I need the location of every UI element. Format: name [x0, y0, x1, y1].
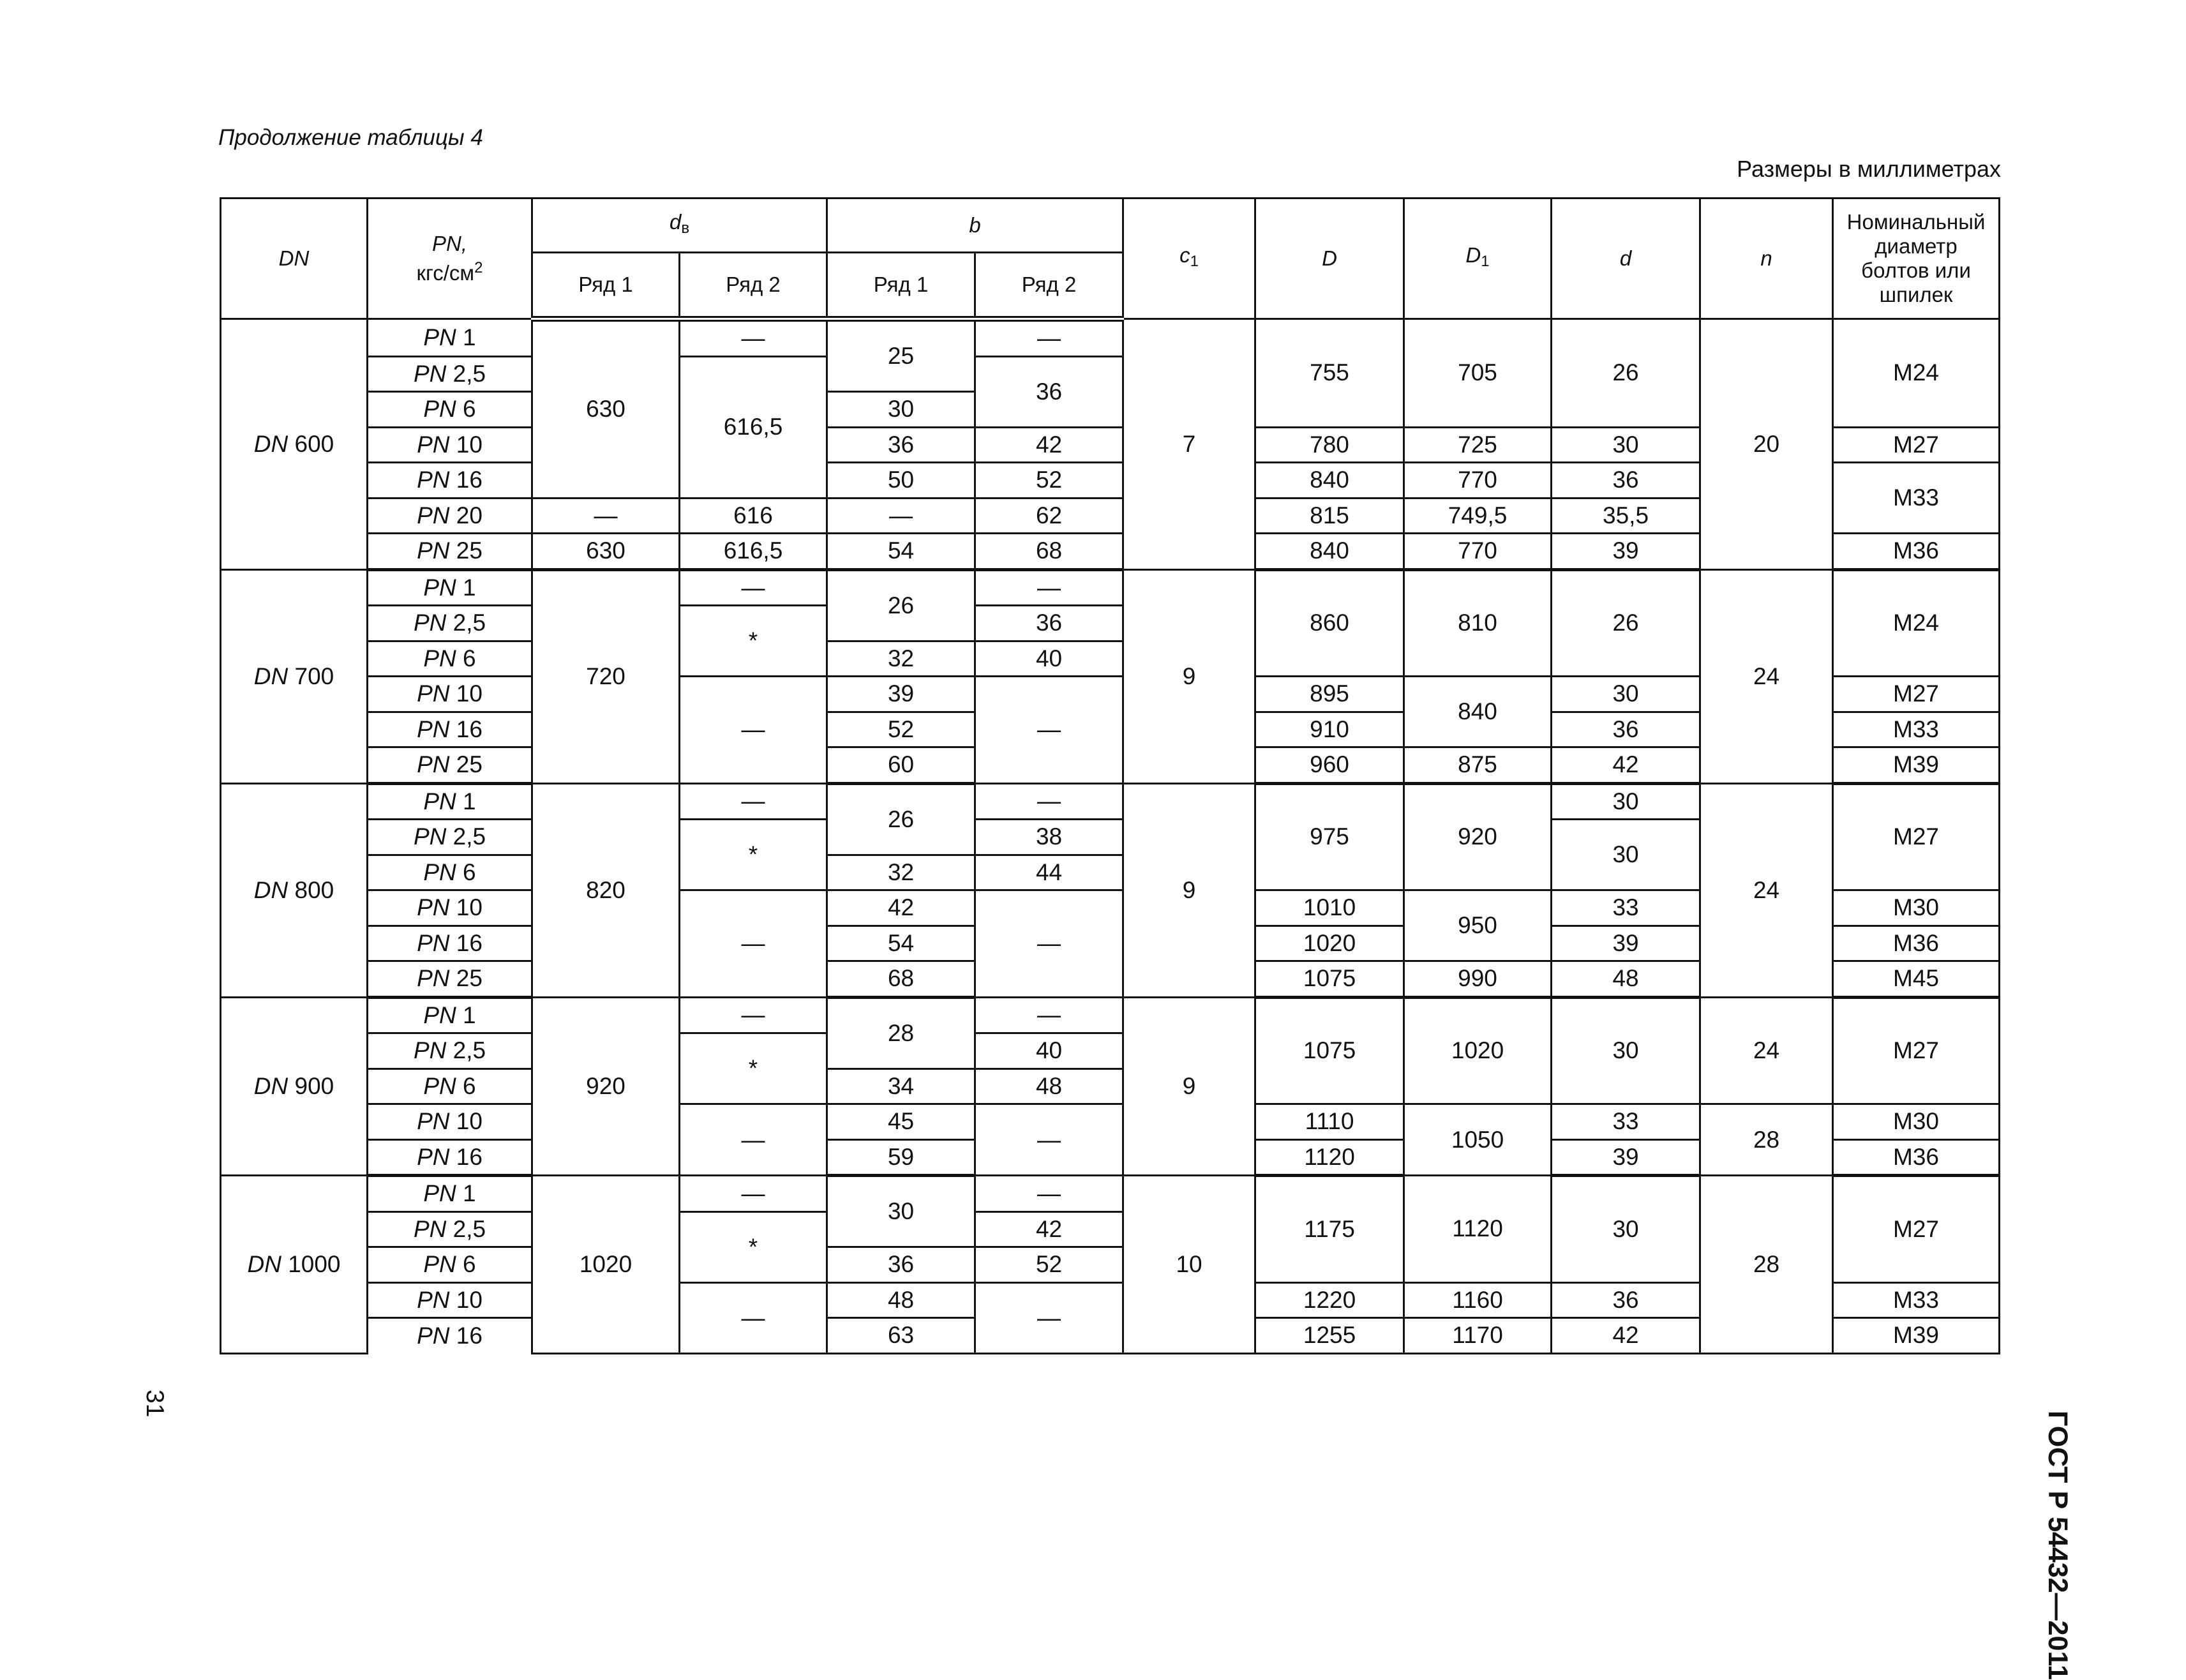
b-row1-cell: 50 — [827, 463, 975, 499]
table-continuation-caption: Продолжение таблицы 4 — [218, 125, 483, 150]
D1-cell: 1170 — [1404, 1318, 1552, 1354]
c1-cell: 9 — [1123, 569, 1255, 783]
D-cell: 895 — [1255, 677, 1404, 712]
d-cell: 30 — [1552, 997, 1700, 1104]
dv-row2-cell: — — [680, 1176, 827, 1212]
c1-cell: 9 — [1123, 997, 1255, 1176]
b-row1-cell: 60 — [827, 747, 975, 784]
b-row2-cell: 36 — [975, 356, 1123, 427]
table-row — [221, 1176, 2000, 1212]
bolt-cell: М27 — [1833, 997, 2000, 1104]
b-row2-cell: 38 — [975, 820, 1123, 855]
header-dv: $d_в$ — [532, 199, 827, 253]
b-row1-cell: 28 — [827, 997, 975, 1069]
header-b-row2: Ряд 2 — [975, 253, 1123, 319]
b-row2-cell: 48 — [975, 1069, 1123, 1104]
bolt-cell: М27 — [1833, 783, 2000, 890]
b-row1-cell: 39 — [827, 677, 975, 712]
bolt-cell: М24 — [1833, 569, 2000, 677]
pn-cell: PN 2,5 — [368, 820, 532, 855]
header-dn: DN — [221, 199, 368, 319]
dv-row1-cell: 720 — [532, 569, 680, 783]
b-row2-cell: — — [975, 677, 1123, 784]
b-row2-cell: — — [975, 1104, 1123, 1176]
D1-cell: 1120 — [1404, 1176, 1552, 1283]
D-cell: 1010 — [1255, 890, 1404, 926]
dv-row2-cell: — — [680, 890, 827, 998]
b-row1-cell: 54 — [827, 926, 975, 961]
table-row — [221, 1104, 2000, 1140]
b-row2-cell: — — [975, 890, 1123, 998]
pn-cell: PN 20 — [368, 498, 532, 534]
d-cell: 30 — [1552, 1176, 1700, 1283]
c1-cell: 10 — [1123, 1176, 1255, 1354]
b-row1-cell: — — [827, 498, 975, 534]
pn-cell: PN 6 — [368, 641, 532, 677]
b-row1-cell: 45 — [827, 1104, 975, 1140]
pn-cell: PN 25 — [368, 534, 532, 570]
bolt-cell: М27 — [1833, 427, 2000, 463]
pn-cell: PN 16 — [368, 463, 532, 499]
D1-cell: 1050 — [1404, 1104, 1552, 1176]
d-cell: 26 — [1552, 319, 1700, 428]
pn-cell: PN 2,5 — [368, 606, 532, 641]
b-row1-cell: 30 — [827, 392, 975, 428]
dv-row1-cell: 630 — [532, 319, 680, 499]
b-row2-cell: — — [975, 1176, 1123, 1212]
b-row1-cell: 32 — [827, 641, 975, 677]
D-cell: 1120 — [1255, 1139, 1404, 1176]
table-row — [221, 997, 2000, 1033]
dv-row2-cell: 616,5 — [680, 534, 827, 570]
bolt-cell: М24 — [1833, 319, 2000, 428]
b-row2-cell: 52 — [975, 463, 1123, 499]
D-cell: 840 — [1255, 534, 1404, 570]
pn-cell: PN 16 — [368, 1318, 532, 1354]
b-row1-cell: 42 — [827, 890, 975, 926]
c1-cell: 9 — [1123, 783, 1255, 997]
D-cell: 1175 — [1255, 1176, 1404, 1283]
dv-row2-cell: 616,5 — [680, 356, 827, 498]
page-number: 31 — [141, 1390, 168, 1418]
b-row1-cell: 68 — [827, 961, 975, 998]
header-dv-row1: Ряд 1 — [532, 253, 680, 319]
header-c1: $c_1$ — [1123, 199, 1255, 319]
pn-cell: PN 2,5 — [368, 1033, 532, 1069]
d-cell: 36 — [1552, 1282, 1700, 1318]
D1-cell: 920 — [1404, 783, 1552, 890]
header-D: D — [1255, 199, 1404, 319]
bolt-cell: М45 — [1833, 961, 2000, 998]
dv-row2-cell: — — [680, 997, 827, 1033]
b-row2-cell: 42 — [975, 427, 1123, 463]
b-row1-cell: 36 — [827, 427, 975, 463]
bolt-cell: М36 — [1833, 534, 2000, 570]
b-row2-cell: — — [975, 1282, 1123, 1353]
b-row2-cell: — — [975, 997, 1123, 1033]
dn-cell: DN 1000 — [221, 1176, 368, 1354]
header-b-row1: Ряд 1 — [827, 253, 975, 319]
d-cell: 39 — [1552, 926, 1700, 961]
header-n: n — [1700, 199, 1833, 319]
bolt-cell: М27 — [1833, 677, 2000, 712]
d-cell: 33 — [1552, 1104, 1700, 1140]
bolt-cell: М39 — [1833, 1318, 2000, 1354]
pn-cell: PN 6 — [368, 392, 532, 428]
pn-cell: PN 10 — [368, 427, 532, 463]
dv-row2-cell: * — [680, 606, 827, 677]
pn-cell: PN 10 — [368, 1282, 532, 1318]
bolt-cell: М33 — [1833, 463, 2000, 534]
pn-cell: PN 16 — [368, 1139, 532, 1176]
d-cell: 33 — [1552, 890, 1700, 926]
D-cell: 840 — [1255, 463, 1404, 499]
D1-cell: 1160 — [1404, 1282, 1552, 1318]
d-cell: 39 — [1552, 1139, 1700, 1176]
pn-cell: PN 10 — [368, 1104, 532, 1140]
d-cell: 35,5 — [1552, 498, 1700, 534]
D1-cell: 840 — [1404, 677, 1552, 747]
d-cell: 48 — [1552, 961, 1700, 998]
b-row2-cell: 36 — [975, 606, 1123, 641]
dv-row1-cell: — — [532, 498, 680, 534]
dv-row2-cell: * — [680, 820, 827, 890]
pn-cell: PN 10 — [368, 890, 532, 926]
dn-cell: DN 600 — [221, 319, 368, 570]
D-cell: 755 — [1255, 319, 1404, 428]
table-row — [221, 569, 2000, 606]
pn-cell: PN 2,5 — [368, 1211, 532, 1247]
D1-cell: 770 — [1404, 463, 1552, 499]
dv-row1-cell: 1020 — [532, 1176, 680, 1354]
D1-cell: 950 — [1404, 890, 1552, 961]
D-cell: 1075 — [1255, 961, 1404, 998]
pn-cell: PN 2,5 — [368, 356, 532, 392]
D-cell: 910 — [1255, 712, 1404, 747]
d-cell: 30 — [1552, 783, 1700, 820]
n-cell: 24 — [1700, 569, 1833, 783]
d-cell: 30 — [1552, 677, 1700, 712]
standard-designation: ГОСТ Р 54432—2011 — [2042, 1411, 2073, 1680]
header-row-1 — [221, 199, 2000, 253]
D-cell: 1075 — [1255, 997, 1404, 1104]
n-cell: 24 — [1700, 997, 1833, 1104]
d-cell: 30 — [1552, 820, 1700, 890]
b-row1-cell: 36 — [827, 1247, 975, 1283]
dv-row1-cell: 630 — [532, 534, 680, 570]
D-cell: 780 — [1255, 427, 1404, 463]
header-dv-row2: Ряд 2 — [680, 253, 827, 319]
n-cell: 24 — [1700, 783, 1833, 997]
dn-cell: DN 700 — [221, 569, 368, 783]
b-row1-cell: 52 — [827, 712, 975, 747]
D1-cell: 725 — [1404, 427, 1552, 463]
n-cell: 20 — [1700, 319, 1833, 570]
D1-cell: 705 — [1404, 319, 1552, 428]
pn-cell: PN 1 — [368, 319, 532, 357]
D1-cell: 749,5 — [1404, 498, 1552, 534]
bolt-cell: М39 — [1833, 747, 2000, 784]
bolt-cell: М30 — [1833, 1104, 2000, 1140]
dv-row1-cell: 820 — [532, 783, 680, 997]
D-cell: 960 — [1255, 747, 1404, 784]
header-bolt-diameter: Номинальный диаметр болтов или шпилек — [1833, 199, 2000, 319]
b-row1-cell: 26 — [827, 783, 975, 855]
b-row2-cell: 68 — [975, 534, 1123, 570]
pn-cell: PN 1 — [368, 783, 532, 820]
b-row1-cell: 59 — [827, 1139, 975, 1176]
b-row1-cell: 34 — [827, 1069, 975, 1104]
b-row2-cell: — — [975, 569, 1123, 606]
dv-row1-cell: 920 — [532, 997, 680, 1176]
b-row2-cell: 62 — [975, 498, 1123, 534]
bolt-cell: М27 — [1833, 1176, 2000, 1283]
bolt-cell: М33 — [1833, 1282, 2000, 1318]
b-row2-cell: — — [975, 319, 1123, 357]
D-cell: 1255 — [1255, 1318, 1404, 1354]
b-row1-cell: 26 — [827, 569, 975, 641]
b-row2-cell: 40 — [975, 641, 1123, 677]
table-row — [221, 319, 2000, 357]
dv-row2-cell: — — [680, 677, 827, 784]
dn-cell: DN 900 — [221, 997, 368, 1176]
pn-cell: PN 25 — [368, 961, 532, 998]
b-row2-cell: 42 — [975, 1211, 1123, 1247]
dv-row2-cell: * — [680, 1033, 827, 1104]
d-cell: 36 — [1552, 712, 1700, 747]
n-cell: 28 — [1700, 1176, 1833, 1354]
D-cell: 1110 — [1255, 1104, 1404, 1140]
units-note: Размеры в миллиметрах — [1737, 156, 2001, 182]
c1-cell: 7 — [1123, 319, 1255, 570]
d-cell: 26 — [1552, 569, 1700, 677]
bolt-cell: М33 — [1833, 712, 2000, 747]
pn-cell: PN 16 — [368, 712, 532, 747]
b-row2-cell: 44 — [975, 855, 1123, 890]
pn-cell: PN 6 — [368, 1247, 532, 1283]
b-row1-cell: 32 — [827, 855, 975, 890]
b-row2-cell: 52 — [975, 1247, 1123, 1283]
D-cell: 815 — [1255, 498, 1404, 534]
b-row1-cell: 25 — [827, 319, 975, 392]
bolt-cell: М30 — [1833, 890, 2000, 926]
dv-row2-cell: — — [680, 1282, 827, 1353]
b-row2-cell: — — [975, 783, 1123, 820]
D1-cell: 810 — [1404, 569, 1552, 677]
b-row1-cell: 30 — [827, 1176, 975, 1247]
b-row1-cell: 48 — [827, 1282, 975, 1318]
dv-row2-cell: — — [680, 783, 827, 820]
header-b: b — [827, 199, 1123, 253]
b-row2-cell: 40 — [975, 1033, 1123, 1069]
pn-cell: PN 6 — [368, 1069, 532, 1104]
header-d: d — [1552, 199, 1700, 319]
table-row — [221, 783, 2000, 820]
D-cell: 860 — [1255, 569, 1404, 677]
pn-cell: PN 1 — [368, 997, 532, 1033]
D-cell: 1220 — [1255, 1282, 1404, 1318]
pn-cell: PN 6 — [368, 855, 532, 890]
b-row1-cell: 63 — [827, 1318, 975, 1354]
header-pn: PN, кгс/$см^2$ — [368, 199, 532, 319]
header-D1: $D_1$ — [1404, 199, 1552, 319]
b-row1-cell: 54 — [827, 534, 975, 570]
d-cell: 36 — [1552, 463, 1700, 499]
d-cell: 42 — [1552, 1318, 1700, 1354]
pn-cell: PN 1 — [368, 569, 532, 606]
D1-cell: 770 — [1404, 534, 1552, 570]
pn-cell: PN 16 — [368, 926, 532, 961]
D-cell: 1020 — [1255, 926, 1404, 961]
D-cell: 975 — [1255, 783, 1404, 890]
bolt-cell: М36 — [1833, 1139, 2000, 1176]
dv-row2-cell: — — [680, 319, 827, 357]
dn-cell: DN 800 — [221, 783, 368, 997]
d-cell: 42 — [1552, 747, 1700, 784]
D1-cell: 875 — [1404, 747, 1552, 784]
dv-row2-cell: — — [680, 569, 827, 606]
dv-row2-cell: * — [680, 1211, 827, 1282]
flange-dimensions-table — [220, 197, 2000, 1354]
bolt-cell: М36 — [1833, 926, 2000, 961]
dv-row2-cell: — — [680, 1104, 827, 1176]
pn-cell: PN 25 — [368, 747, 532, 784]
pn-cell: PN 1 — [368, 1176, 532, 1212]
pn-cell: PN 10 — [368, 677, 532, 712]
D1-cell: 1020 — [1404, 997, 1552, 1104]
d-cell: 39 — [1552, 534, 1700, 570]
D1-cell: 990 — [1404, 961, 1552, 998]
d-cell: 30 — [1552, 427, 1700, 463]
dv-row2-cell: 616 — [680, 498, 827, 534]
n-cell: 28 — [1700, 1104, 1833, 1176]
